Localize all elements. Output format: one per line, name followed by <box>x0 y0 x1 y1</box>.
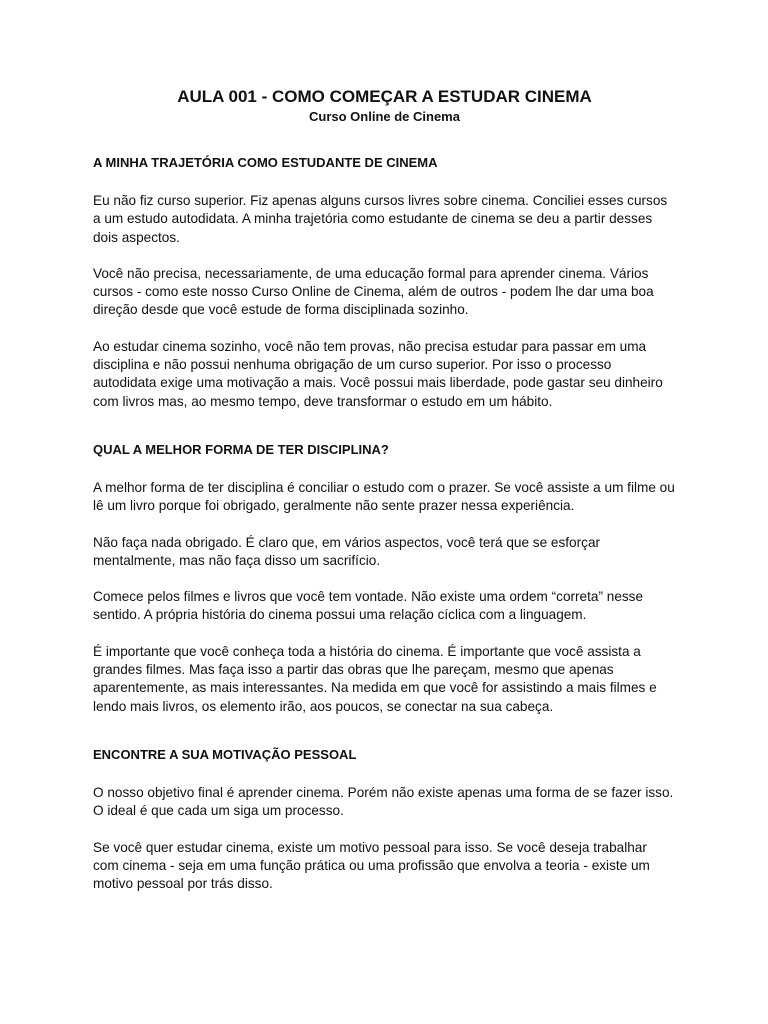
section-heading: ENCONTRE A SUA MOTIVAÇÃO PESSOAL <box>93 746 357 762</box>
paragraph: Não faça nada obrigado. É claro que, em vários aspectos, você terá que se esforçar mentalmente, mas não faça disso um sacrifício. <box>93 534 601 568</box>
paragraph: A melhor forma de ter disciplina é conciliar o estudo com o prazer. Se você assiste a um filme ou lê um livro porque foi obrigado, geralmente não sente prazer nessa experiência. <box>93 479 675 514</box>
document-title: AULA 001 - COMO COMEÇAR A ESTUDAR CINEMA <box>177 87 592 106</box>
paragraph: Você não precisa, necessariamente, de uma educação formal para aprender cinema. Vários cursos - como este nosso Curso Online de Cinema, além de outros - podem lhe dar uma boa direção desde que você estude de forma disciplinada sozinho. <box>93 265 654 318</box>
document-subtitle: Curso Online de Cinema <box>309 109 460 124</box>
paragraph: Comece pelos filmes e livros que você tem vontade. Não existe uma ordem “correta” nesse sentido. A própria história do cinema possui uma relação cíclica com a linguagem. <box>93 589 644 623</box>
paragraph: É importante que você conheça toda a história do cinema. É importante que você assista a grandes filmes. Mas faça isso a partir das obras que lhe pareçam, mesmo que apenas aparentemente, as mais interessantes. Na medida em que você for assistindo a mais filmes e lendo mais livros, os elemento irão, aos poucos, se conectar na sua cabeça. <box>93 643 657 714</box>
paragraph: O nosso objetivo final é aprender cinema. Porém não existe apenas uma forma de se fazer isso. O ideal é que cada um siga um processo. <box>93 784 674 819</box>
section-trajetoria <box>93 154 676 411</box>
section-motivacao <box>93 746 676 893</box>
paragraph: Ao estudar cinema sozinho, você não tem provas, não precisa estudar para passar em uma disciplina e não possui nenhuma obrigação de um curso superior. Por isso o processo autodidata exige uma motivação a mais. Você possui mais liberdade, pode gastar seu dinheiro com livros mas, ao mesmo tempo, deve transformar o estudo em um hábito. <box>93 338 663 409</box>
section-heading: QUAL A MELHOR FORMA DE TER DISCIPLINA? <box>93 441 389 457</box>
paragraph: Eu não fiz curso superior. Fiz apenas alguns cursos livres sobre cinema. Conciliei esses cursos a um estudo autodidata. A minha trajetória como estudante de cinema se deu a partir desses dois aspectos. <box>93 193 668 245</box>
paragraph: Se você quer estudar cinema, existe um motivo pessoal para isso. Se você deseja trabalhar com cinema - seja em uma função prática ou uma profissão que envolva a teoria - existe um motivo pessoal por trás disso. <box>93 839 650 892</box>
section-heading: A MINHA TRAJETÓRIA COMO ESTUDANTE DE CINEMA <box>93 155 438 170</box>
section-disciplina <box>93 441 676 716</box>
